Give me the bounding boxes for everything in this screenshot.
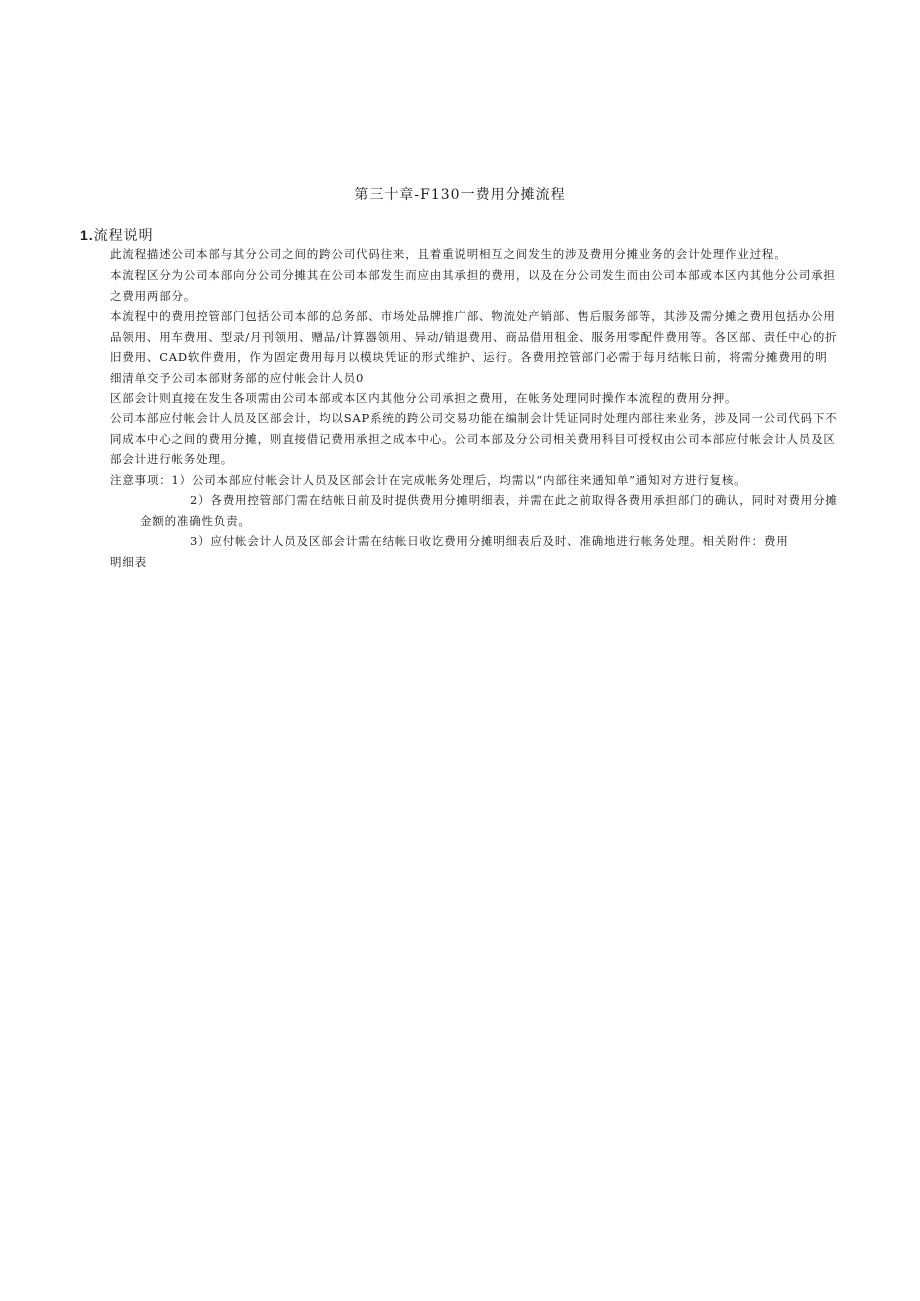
section-heading xyxy=(80,225,154,245)
page-title: 第三十章-F130一费用分摊流程 xyxy=(354,187,566,203)
notes-label: 注意事项： xyxy=(110,473,172,487)
paragraph-2: 本流程区分为公司本部向分公司分摊其在公司本部发生而应由其承担的费用，以及在分公司发生而由公司本部或本区内其他分公司承担之费用两部分。 xyxy=(110,268,836,303)
paragraph-1: 此流程描述公司本部与其分公司之间的跨公司代码往来，且着重说明相互之间发生的涉及费用分摊业务的会计处理作业过程。 xyxy=(110,247,787,261)
note-1 xyxy=(110,470,838,491)
note-3-continuation: 明细表 xyxy=(110,555,147,569)
paragraph-4: 区部会计则直接在发生各项需由公司本部或本区内其他分公司承担之费用，在帐务处理同时操作本流程的费用分押。 xyxy=(110,391,738,405)
note-2: 2）各费用控管部门需在结帐日前及时提供费用分摊明细表，并需在此之前取得各费用承担部门的确认，同时对费用分摊金额的准确性负责。 xyxy=(140,493,838,528)
note-1-text: 1）公司本部应付帐会计人员及区部会计在完成帐务处理后，均需以“内部往来通知单”通知对方进行复核。 xyxy=(171,473,747,487)
paragraph-5: 公司本部应付帐会计人员及区部会计，均以SAP系统的跨公司交易功能在编制会计凭证同时处理内部往来业务，涉及同一公司代码下不同成本中心之间的费用分摊，则直接借记费用承担之成本中心。公司本部及分公司相关费用科目可授权由公司本部应付帐会计人员及区部会计进行帐务处理。 xyxy=(110,411,838,466)
paragraph-3: 本流程中的费用控管部门包括公司本部的总务部、市场处品牌推广部、物流处产销部、售后服务部等，其涉及需分摊之费用包括办公用品领用、用车费用、型录/月刊领用、赠品/计算器领用、异动/销退费用、商品借用租金、服务用零配件费用等。各区部、责任中心的折旧费用、CAD软件费用，作为固定费用每月以模块凭证的形式维护、运行。各费用控管部门必需于每月结帐日前，将需分摊费用的明细清单交予公司本部财务部的应付帐会计人员0 xyxy=(110,309,838,385)
section-number: 1. xyxy=(80,227,94,243)
section-heading-text: 流程说明 xyxy=(93,228,154,244)
note-3: 3）应付帐会计人员及区部会计需在结帐日收讫费用分摊明细表后及时、准确地进行帐务处理。相关附件：费用 xyxy=(190,534,789,548)
